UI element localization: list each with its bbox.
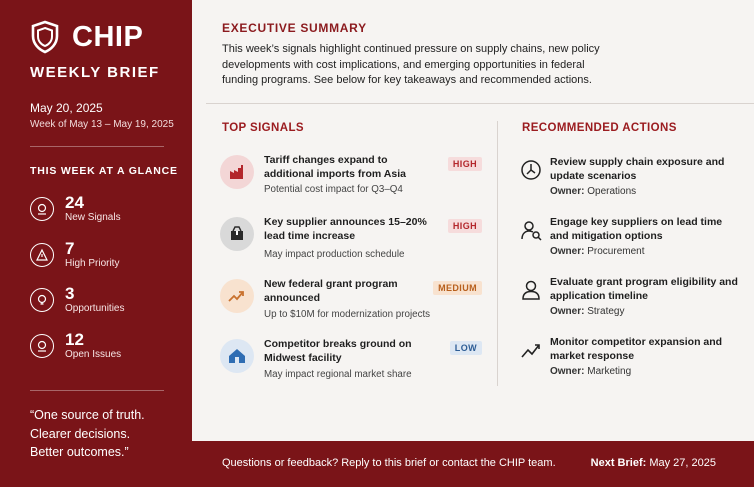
tagline-quote [30, 406, 145, 462]
next-brief [591, 457, 716, 469]
trend-up-icon [220, 279, 254, 313]
footer-contact-text: Questions or feedback? Reply to this brief or contact the CHIP team. [222, 457, 556, 469]
footer [192, 441, 754, 487]
priority-badge: HIGH [448, 157, 482, 171]
quote-line: Better outcomes.” [30, 445, 129, 459]
action-owner [550, 186, 636, 197]
alert-icon [30, 334, 54, 358]
brand-subtitle: WEEKLY BRIEF [30, 64, 160, 81]
recommended-actions-title: RECOMMENDED ACTIONS [522, 122, 677, 134]
next-brief-date: May 27, 2025 [649, 457, 716, 469]
action-title: Review supply chain exposure and update scenarios [550, 156, 725, 182]
brand-name: CHIP [72, 20, 144, 53]
stat-new-signals [30, 194, 121, 224]
executive-summary-title: EXECUTIVE SUMMARY [222, 21, 367, 35]
next-brief-label: Next Brief: [590, 457, 647, 469]
priority-badge: MEDIUM [433, 281, 482, 295]
stat-label: New Signals [65, 212, 121, 223]
action-owner [550, 366, 631, 377]
action-owner [550, 306, 624, 317]
stat-open-issues [30, 331, 121, 361]
trend-icon [520, 339, 542, 361]
stat-value: 3 [65, 284, 75, 303]
stat-high-priority [30, 240, 119, 270]
priority-badge: HIGH [448, 219, 482, 233]
quote-line: Clearer decisions. [30, 426, 131, 441]
signal-title: Key supplier announces 15–20% lead time increase [264, 216, 427, 242]
action-title: Engage key suppliers on lead time and mitigation options [550, 216, 723, 242]
priority-badge: LOW [450, 341, 482, 355]
signal-title: Competitor breaks ground on Midwest facility [264, 338, 412, 364]
stat-value: 7 [65, 239, 75, 258]
shield-logo-icon [30, 20, 60, 54]
signal-subtitle: May impact regional market share [264, 369, 412, 380]
owner-label: Owner: [550, 306, 585, 317]
owner-value: Strategy [587, 306, 625, 317]
owner-value: Procurement [587, 246, 645, 257]
package-icon [220, 217, 254, 251]
warning-icon [30, 243, 54, 267]
user-search-icon [520, 219, 542, 241]
stat-label: Opportunities [65, 303, 125, 314]
factory-icon [220, 155, 254, 189]
stat-value: 24 [65, 193, 84, 212]
sidebar-divider [30, 390, 164, 391]
user-icon [520, 279, 542, 301]
week-range: Week of May 13 – May 19, 2025 [30, 119, 174, 130]
brief-date: May 20, 2025 [30, 101, 103, 115]
signal-title: Tariff changes expand to additional imports from Asia [264, 154, 406, 180]
owner-value: Operations [587, 186, 637, 197]
owner-label: Owner: [550, 246, 585, 257]
stat-label: High Priority [65, 258, 120, 269]
sidebar [0, 0, 192, 487]
section-divider [206, 103, 754, 104]
signal-subtitle: May impact production schedule [264, 249, 405, 260]
signal-subtitle: Potential cost impact for Q3–Q4 [264, 184, 403, 195]
owner-label: Owner: [550, 366, 585, 377]
stat-label: Open Issues [65, 349, 122, 360]
compass-icon [520, 159, 542, 181]
top-signals-title: TOP SIGNALS [222, 122, 304, 134]
stat-opportunities [30, 285, 124, 315]
lightbulb-icon [30, 288, 54, 312]
signal-title: New federal grant program announced [264, 278, 398, 304]
signal-subtitle: Up to $10M for modernization projects [264, 309, 431, 320]
owner-value: Marketing [587, 366, 632, 377]
sidebar-divider [30, 146, 164, 147]
action-title: Monitor competitor expansion and market response [550, 336, 723, 362]
building-icon [220, 339, 254, 373]
action-title: Evaluate grant program eligibility and application timeline [550, 276, 738, 302]
owner-label: Owner: [550, 186, 585, 197]
stat-value: 12 [65, 330, 84, 349]
signal-pin-icon [30, 197, 54, 221]
quote-line: “One source of truth. [30, 408, 145, 422]
executive-summary-body: This week’s signals highlight continued pressure on supply chains, new policy developments with cost implications, and emerging opportunities in federal funding programs. See below for key takeaways and recommended actions. [222, 43, 600, 86]
action-owner [550, 246, 644, 257]
glance-title: THIS WEEK AT A GLANCE [30, 165, 178, 177]
column-divider [497, 121, 498, 386]
main-content [192, 0, 754, 487]
brand [30, 20, 143, 54]
